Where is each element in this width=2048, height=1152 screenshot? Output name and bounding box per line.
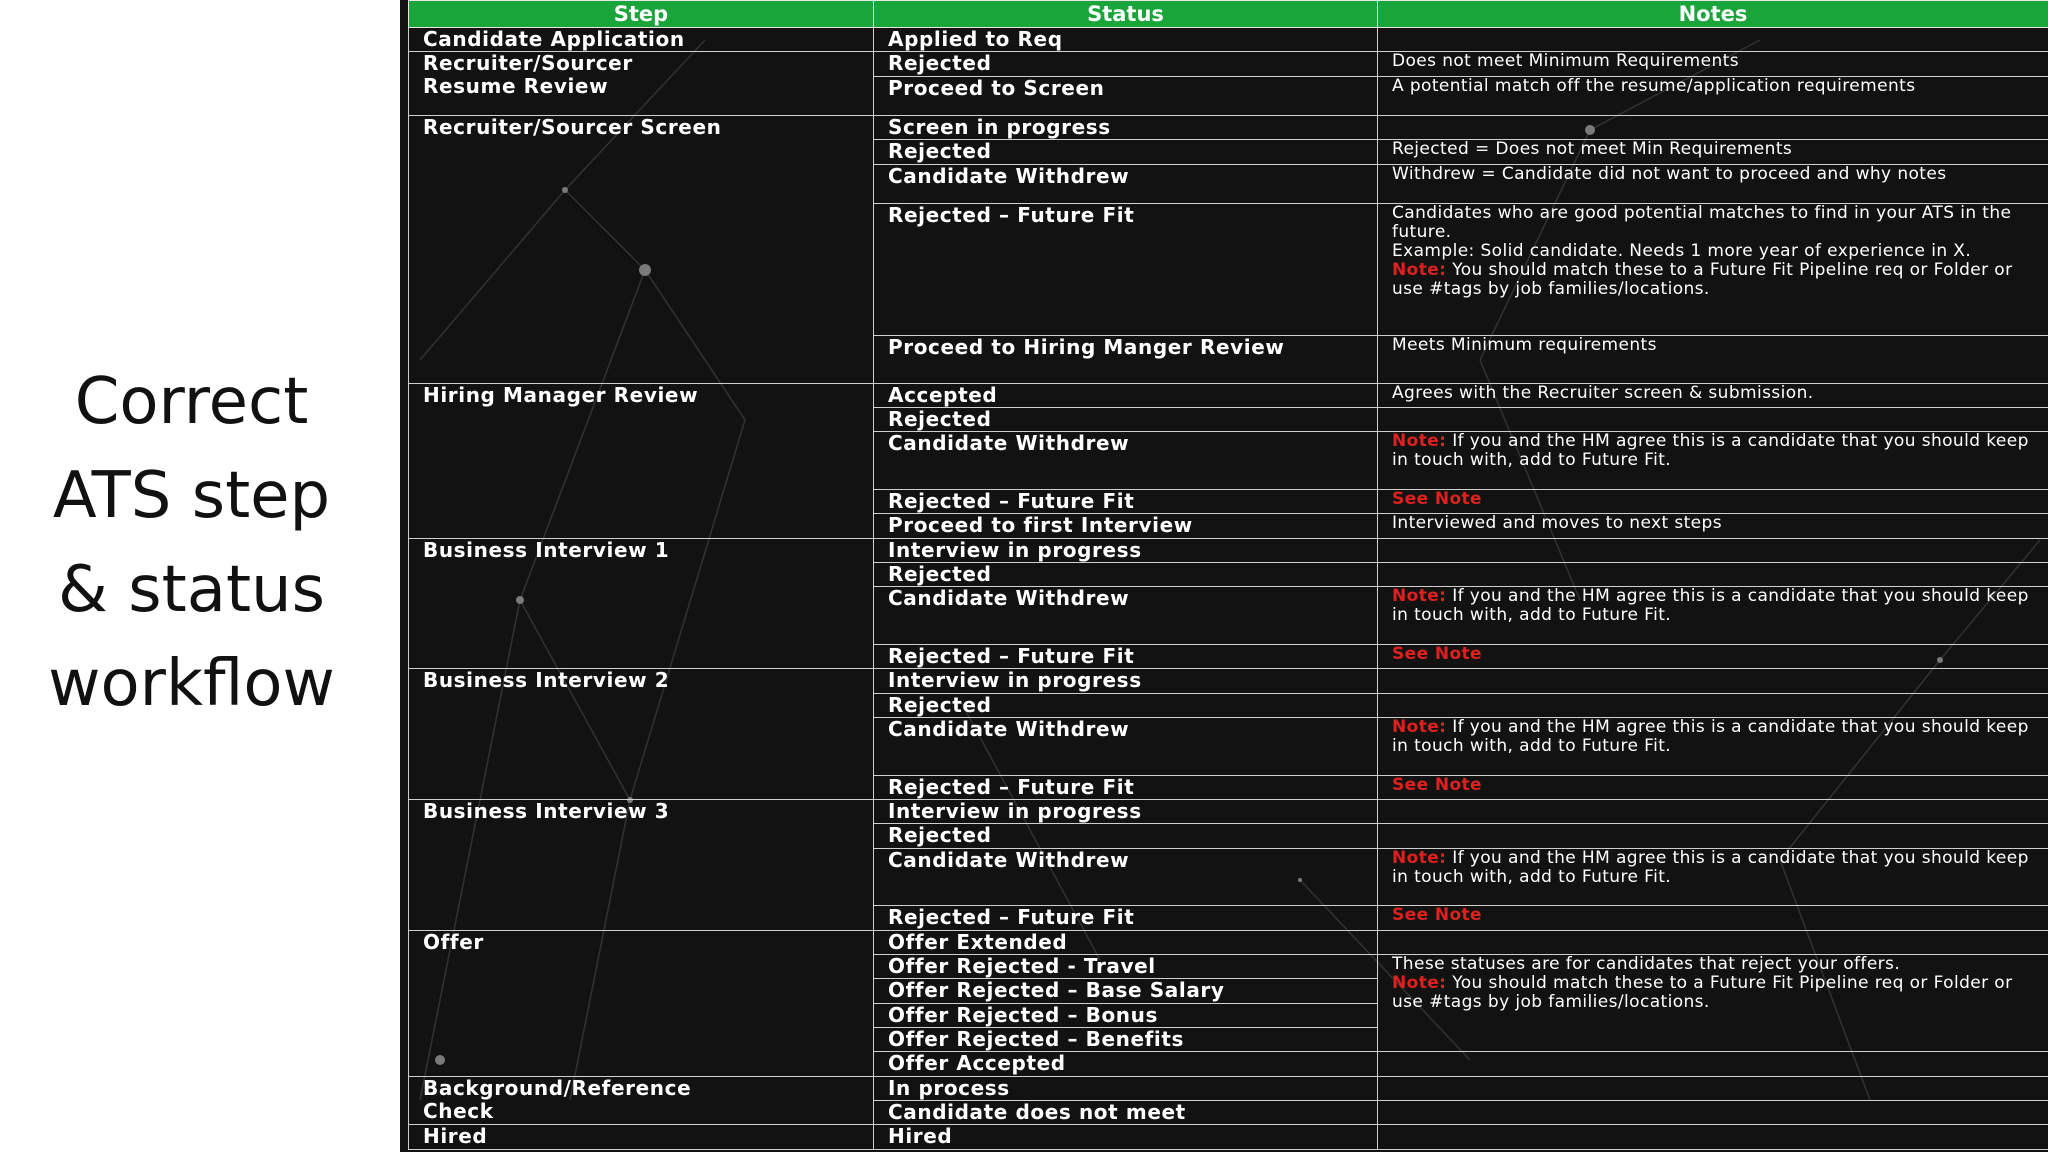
- status-cell: Rejected – Future Fit: [874, 204, 1378, 336]
- step-cell: Business Interview 1: [409, 538, 874, 669]
- slide-title-line: workflow: [48, 647, 335, 721]
- notes-cell: Meets Minimum requirements: [1378, 336, 2048, 384]
- notes-cell: Interviewed and moves to next steps: [1378, 514, 2048, 538]
- column-header-status: Status: [874, 1, 1378, 28]
- status-cell: Rejected: [874, 140, 1378, 164]
- notes-cell: Does not meet Minimum Requirements: [1378, 52, 2048, 76]
- notes-cell: [1378, 1125, 2048, 1150]
- status-cell: Candidate Withdrew: [874, 164, 1378, 204]
- table-row: [409, 383, 2048, 407]
- note-text: If you and the HM agree this is a candidate that you should keep in touch with, add to Future Fit.: [1392, 717, 2029, 756]
- notes-cell: [1378, 407, 2048, 431]
- status-cell: Interview in progress: [874, 669, 1378, 693]
- step-cell: Hiring Manager Review: [409, 383, 874, 538]
- status-cell: Candidate Withdrew: [874, 432, 1378, 490]
- table-row: [409, 1076, 2048, 1100]
- notes-cell: [1378, 848, 2048, 906]
- notes-cell: Agrees with the Recruiter screen & submission.: [1378, 383, 2048, 407]
- status-cell: Candidate Withdrew: [874, 718, 1378, 776]
- notes-cell: [1378, 1100, 2048, 1124]
- column-header-notes: Notes: [1378, 1, 2048, 28]
- notes-cell: [1378, 538, 2048, 562]
- see-note-label: See Note: [1392, 644, 1482, 665]
- see-note-label: See Note: [1392, 905, 1482, 926]
- step-cell: [409, 52, 874, 116]
- notes-cell: [1378, 587, 2048, 645]
- status-cell: Rejected – Future Fit: [874, 906, 1378, 930]
- note-label: Note:: [1392, 260, 1447, 281]
- note-text: You should match these to a Future Fit Pipeline req or Folder or use #tags by job families/locations.: [1392, 973, 2013, 1013]
- notes-cell: [1378, 28, 2048, 52]
- note-label: Note:: [1392, 431, 1447, 452]
- note-label: Note:: [1392, 717, 1447, 737]
- status-cell: Proceed to Screen: [874, 76, 1378, 116]
- column-header-step: Step: [409, 1, 874, 28]
- status-cell: Proceed to first Interview: [874, 514, 1378, 538]
- status-cell: Offer Rejected – Base Salary: [874, 979, 1378, 1003]
- note-label: Note:: [1392, 848, 1447, 868]
- status-cell: Applied to Req: [874, 28, 1378, 52]
- see-note-label: See Note: [1392, 489, 1482, 510]
- note-text: If you and the HM agree this is a candidate that you should keep in touch with, add to Future Fit.: [1392, 848, 2029, 887]
- status-cell: Rejected: [874, 52, 1378, 76]
- table-row: [409, 669, 2048, 693]
- table-row: [409, 28, 2048, 52]
- step-cell: Business Interview 2: [409, 669, 874, 800]
- note-label: Note:: [1392, 586, 1447, 607]
- see-note-label: See Note: [1392, 775, 1482, 795]
- notes-cell: [1378, 669, 2048, 693]
- status-cell: Screen in progress: [874, 116, 1378, 140]
- status-cell: Offer Accepted: [874, 1052, 1378, 1076]
- notes-cell: [1378, 1076, 2048, 1100]
- status-cell: Offer Extended: [874, 930, 1378, 954]
- status-cell: Rejected: [874, 693, 1378, 717]
- status-cell: Rejected – Future Fit: [874, 490, 1378, 514]
- note-label: Note:: [1392, 973, 1447, 994]
- slide-title-line: & status: [58, 553, 325, 627]
- notes-cell: [1378, 930, 2048, 954]
- status-cell: Offer Rejected – Benefits: [874, 1028, 1378, 1052]
- note-text: If you and the HM agree this is a candidate that you should keep in touch with, add to Future Fit.: [1392, 586, 2029, 626]
- notes-cell: Withdrew = Candidate did not want to proceed and why notes: [1378, 164, 2048, 204]
- table-row: [409, 930, 2048, 954]
- table-row: [409, 538, 2048, 562]
- status-cell: Candidate Withdrew: [874, 587, 1378, 645]
- status-cell: Candidate Withdrew: [874, 848, 1378, 906]
- notes-cell: [1378, 718, 2048, 776]
- notes-cell: [1378, 955, 2048, 1052]
- status-cell: Interview in progress: [874, 800, 1378, 824]
- table-row: [409, 52, 2048, 76]
- step-label-line: Check: [423, 1098, 494, 1123]
- notes-cell: [1378, 906, 2048, 930]
- table-row: [409, 1125, 2048, 1150]
- notes-cell: [1378, 562, 2048, 586]
- notes-cell: A potential match off the resume/application requirements: [1378, 76, 2048, 116]
- note-text: You should match these to a Future Fit Pipeline req or Folder or use #tags by job families/locations.: [1392, 260, 2013, 300]
- status-cell: Accepted: [874, 383, 1378, 407]
- status-cell: Candidate does not meet: [874, 1100, 1378, 1124]
- slide-title-line: ATS step: [52, 459, 331, 533]
- status-cell: Proceed to Hiring Manger Review: [874, 336, 1378, 384]
- step-cell: Recruiter/Sourcer Screen: [409, 116, 874, 384]
- step-cell: Candidate Application: [409, 28, 874, 52]
- status-cell: Rejected: [874, 562, 1378, 586]
- notes-cell: [1378, 800, 2048, 824]
- step-cell: [409, 1076, 874, 1125]
- status-cell: Rejected – Future Fit: [874, 775, 1378, 799]
- status-cell: Rejected: [874, 407, 1378, 431]
- step-label-line: Background/Reference: [423, 1076, 692, 1100]
- step-cell: Hired: [409, 1125, 874, 1150]
- notes-cell: [1378, 432, 2048, 490]
- note-text: [1392, 261, 2038, 299]
- note-text: These statuses are for candidates that reject your offers.: [1392, 954, 1901, 975]
- notes-cell: [1378, 775, 2048, 799]
- notes-cell: Rejected = Does not meet Min Requirements: [1378, 140, 2048, 164]
- table-row: [409, 800, 2048, 824]
- notes-cell: [1378, 824, 2048, 848]
- notes-cell: [1378, 1052, 2048, 1076]
- slide-title-line: Correct: [74, 365, 309, 439]
- notes-cell: [1378, 204, 2048, 336]
- step-label-line: Recruiter/Sourcer: [423, 51, 633, 76]
- workflow-table-panel: [400, 0, 2048, 1152]
- slide-title: [0, 355, 383, 731]
- note-text: [1392, 974, 2038, 1012]
- table-header-row: [409, 1, 2048, 28]
- notes-cell: [1378, 693, 2048, 717]
- status-cell: Interview in progress: [874, 538, 1378, 562]
- status-cell: Rejected: [874, 824, 1378, 848]
- ats-workflow-table: [408, 0, 2048, 1150]
- step-label-line: Resume Review: [423, 74, 609, 99]
- status-cell: Offer Rejected – Bonus: [874, 1003, 1378, 1027]
- note-text: Example: Solid candidate. Needs 1 more year of experience in X.: [1392, 241, 1972, 262]
- table-row: [409, 116, 2048, 140]
- notes-cell: [1378, 490, 2048, 514]
- status-cell: Rejected – Future Fit: [874, 645, 1378, 669]
- note-text: Candidates who are good potential matches to find in your ATS in the future.: [1392, 203, 2012, 243]
- step-cell: Offer: [409, 930, 874, 1076]
- status-cell: In process: [874, 1076, 1378, 1100]
- note-text: If you and the HM agree this is a candidate that you should keep in touch with, add to Future Fit.: [1392, 431, 2029, 471]
- status-cell: Hired: [874, 1125, 1378, 1150]
- step-cell: Business Interview 3: [409, 800, 874, 931]
- notes-cell: [1378, 116, 2048, 140]
- notes-cell: [1378, 645, 2048, 669]
- status-cell: Offer Rejected - Travel: [874, 955, 1378, 979]
